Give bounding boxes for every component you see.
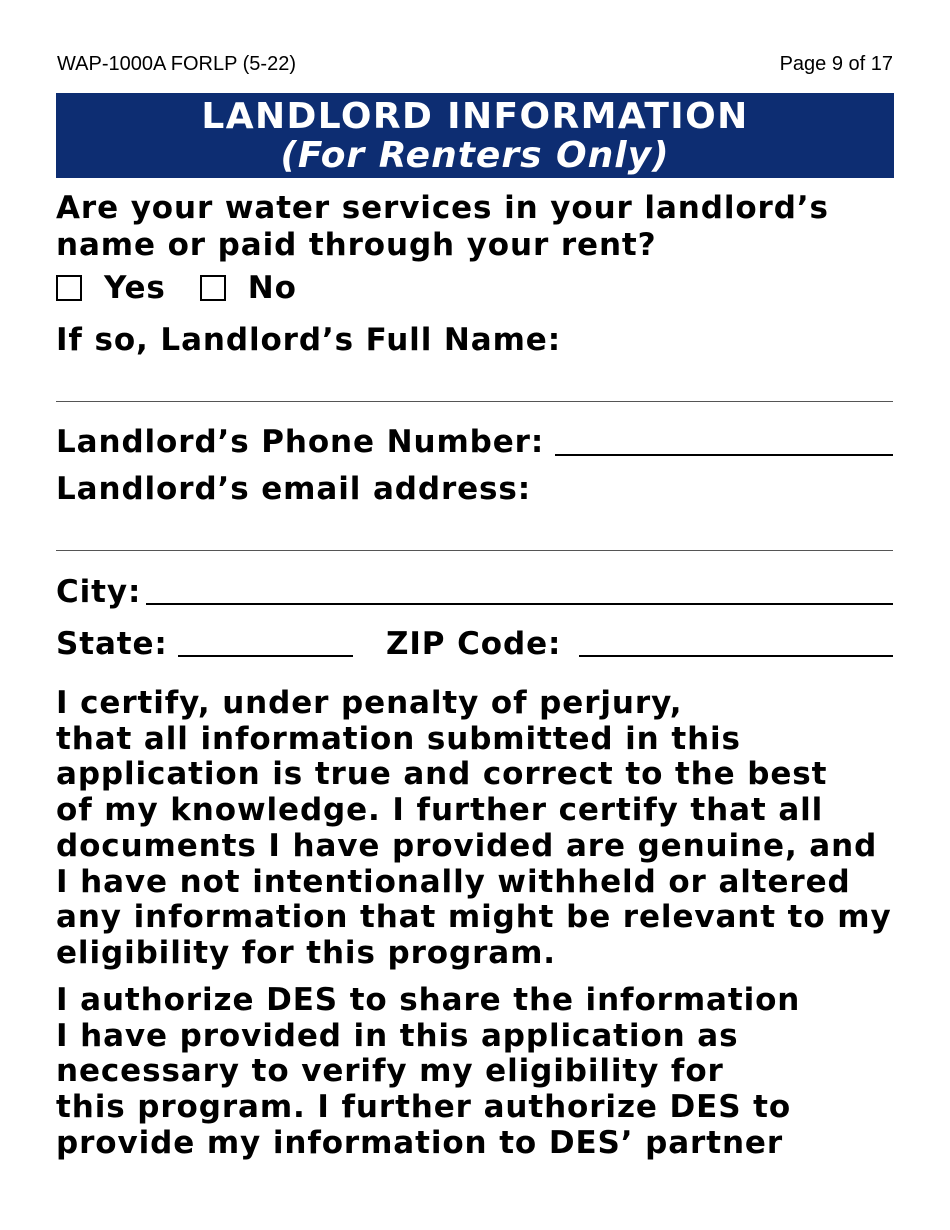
- landlord-full-name-label: If so, Landlord’s Full Name:: [56, 322, 562, 358]
- certification-statement: I certify, under penalty of perjury, that all information submitted in this application is true and correct to the best of my knowledge. I further certify that all documents I have provided are genuine, and I have not intentionally withheld or altered any information that might be relevant to my eligibility for this program.: [56, 685, 892, 971]
- yes-label: Yes: [104, 270, 166, 306]
- city-label: City:: [56, 574, 142, 610]
- section-subtitle: (For Renters Only): [280, 135, 670, 176]
- section-banner: [56, 93, 894, 178]
- landlord-phone-label: Landlord’s Phone Number:: [56, 424, 545, 460]
- zip-code-field[interactable]: [579, 655, 893, 657]
- city-field[interactable]: [146, 603, 893, 605]
- yes-checkbox[interactable]: [56, 275, 82, 301]
- landlord-full-name-field[interactable]: [56, 401, 893, 402]
- landlord-email-label: Landlord’s email address:: [56, 471, 532, 507]
- form-id: WAP-1000A FORLP (5-22): [57, 53, 296, 75]
- page-number: Page 9 of 17: [779, 53, 893, 75]
- no-label: No: [247, 270, 297, 306]
- landlord-phone-field[interactable]: [555, 454, 893, 456]
- state-field[interactable]: [178, 655, 353, 657]
- section-title: LANDLORD INFORMATION: [201, 96, 749, 137]
- zip-code-label: ZIP Code:: [386, 626, 562, 662]
- state-label: State:: [56, 626, 168, 662]
- landlord-email-field[interactable]: [56, 550, 893, 551]
- water-services-question: Are your water services in your landlord’s name or paid through your rent?: [56, 190, 829, 263]
- authorization-statement: I authorize DES to share the information I have provided in this application as necessary to verify my eligibility for this program. I further authorize DES to provide my information to DES’ partner: [56, 982, 801, 1161]
- no-checkbox[interactable]: [200, 275, 226, 301]
- yes-no-choices: [56, 268, 297, 308]
